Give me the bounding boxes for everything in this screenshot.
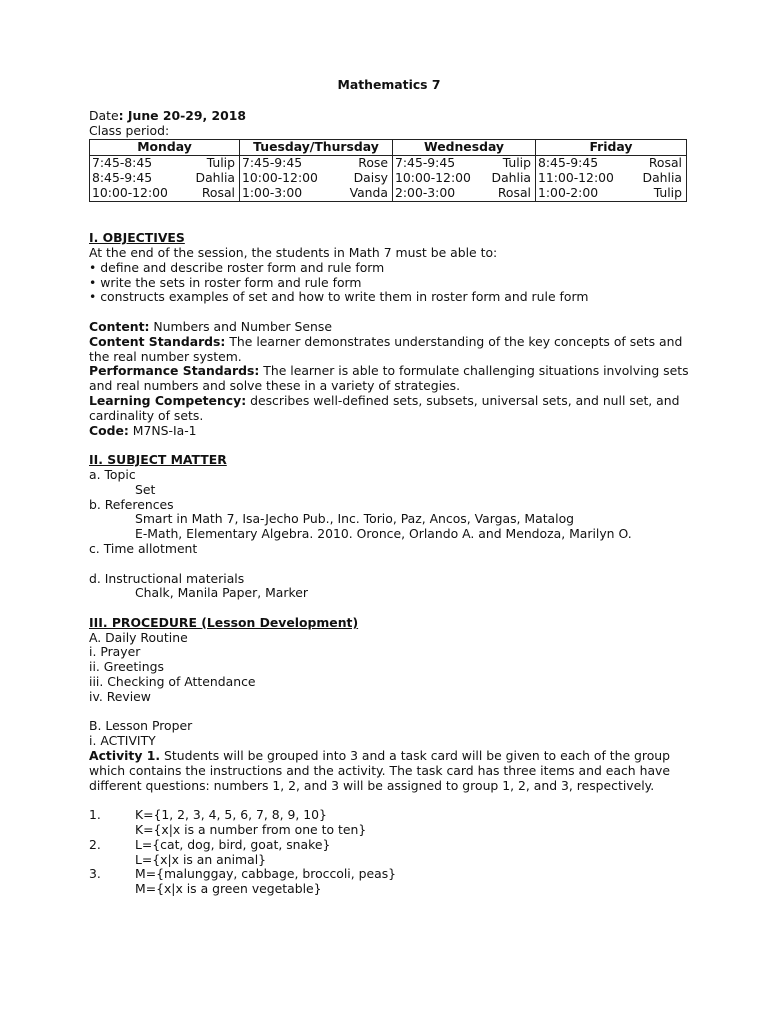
content-standards-label: Content Standards: <box>89 333 226 349</box>
slot-time: 8:45-9:45 <box>92 169 153 185</box>
performance-standards-value: The learner is able to formulate challenging situations involving sets and real numbers and solve these in a variety of strategies. <box>89 363 689 394</box>
slot-time: 7:45-9:45 <box>242 155 303 171</box>
content-value: Numbers and Number Sense <box>149 318 332 334</box>
learning-competency-label: Learning Competency: <box>89 392 247 408</box>
code-label: Code: <box>89 422 129 438</box>
schedule-cell <box>393 156 536 201</box>
activity-label: Activity 1. <box>89 748 161 764</box>
slot-section: Rosal <box>201 184 235 200</box>
slot-section: Tulip <box>653 184 682 200</box>
materials-label: d. Instructional materials <box>89 570 245 586</box>
routine-item: i. Prayer <box>89 644 141 660</box>
spacer <box>89 216 689 231</box>
schedule-body-row <box>90 156 687 201</box>
schedule-header: Friday <box>536 140 687 156</box>
date-line <box>89 109 689 124</box>
slot-time: 1:00-2:00 <box>538 184 599 200</box>
example-number: 2. <box>89 836 101 852</box>
topic-value: Set <box>135 481 156 497</box>
objectives-intro: At the end of the session, the students in Math 7 must be able to: <box>89 244 498 260</box>
lesson-plan <box>89 78 689 897</box>
example-roster: K={1, 2, 3, 4, 5, 6, 7, 8, 9, 10} <box>135 807 327 823</box>
example-item <box>89 867 689 897</box>
example-roster: L={cat, dog, bird, goat, snake} <box>135 836 331 852</box>
slot-section: Vanda <box>349 184 388 200</box>
slot-time: 7:45-8:45 <box>92 155 153 171</box>
slot-time: 2:00-3:00 <box>395 184 456 200</box>
performance-standards <box>89 364 689 394</box>
example-item <box>89 808 689 838</box>
reference-item: Smart in Math 7, Isa-Jecho Pub., Inc. Torio, Paz, Ancos, Vargas, Matalog <box>135 511 575 527</box>
topic-label: a. Topic <box>89 466 136 482</box>
schedule-header: Tuesday/Thursday <box>240 140 393 156</box>
example-number: 1. <box>89 807 101 823</box>
objectives-heading: I. OBJECTIVES <box>89 230 185 246</box>
content-line <box>89 320 689 335</box>
slot-section: Dahlia <box>491 169 531 185</box>
procedure-heading: III. PROCEDURE (Lesson Development) <box>89 614 359 630</box>
class-period-label: Class period: <box>89 122 170 138</box>
schedule-cell <box>90 156 240 201</box>
slot-section: Dahlia <box>195 169 235 185</box>
schedule-header: Wednesday <box>393 140 536 156</box>
references-label: b. References <box>89 496 174 512</box>
code-line <box>89 424 689 439</box>
schedule-header-row <box>90 140 687 156</box>
objective-bullet: • define and describe roster form and rule form <box>89 259 385 275</box>
learning-competency-value: describes well-defined sets, subsets, universal sets, and null set, and cardinality of sets. <box>89 392 680 423</box>
spacer <box>89 438 689 453</box>
objective-bullet: • constructs examples of set and how to write them in roster form and rule form <box>89 289 589 305</box>
slot-time: 1:00-3:00 <box>242 184 303 200</box>
example-rule: L={x|x is an animal} <box>135 851 267 867</box>
activity-paragraph <box>89 749 689 793</box>
slot-row-3 <box>395 186 533 201</box>
code-value: M7NS-Ia-1 <box>128 422 197 438</box>
content-standards-value: The learner demonstrates understanding of the key concepts of sets and the real number system. <box>89 333 683 364</box>
spacer <box>89 202 689 217</box>
spacer <box>89 305 689 320</box>
content-label: Content: <box>89 318 150 334</box>
slot-section: Rose <box>358 155 388 171</box>
slot-section: Tulip <box>206 155 235 171</box>
example-roster-line <box>89 808 689 823</box>
slot-time: 10:00-12:00 <box>242 169 318 185</box>
example-rule: K={x|x is a number from one to ten} <box>135 822 367 838</box>
daily-routine-label: A. Daily Routine <box>89 629 188 645</box>
slot-row-1 <box>242 156 390 171</box>
example-number: 3. <box>89 866 101 882</box>
slot-section: Tulip <box>502 155 531 171</box>
spacer <box>89 705 689 720</box>
slot-row-3 <box>242 186 390 201</box>
routine-item: iii. Checking of Attendance <box>89 674 256 690</box>
lesson-proper-label: B. Lesson Proper <box>89 718 193 734</box>
schedule-cell <box>536 156 687 201</box>
example-rule: M={x|x is a green vegetable} <box>135 881 322 897</box>
slot-row-2 <box>92 171 237 186</box>
slot-row-2 <box>242 171 390 186</box>
slot-section: Rosal <box>497 184 531 200</box>
document-title: Mathematics 7 <box>337 77 441 92</box>
routine-item: ii. Greetings <box>89 659 164 675</box>
slot-section: Daisy <box>353 169 388 185</box>
subject-matter-heading: II. SUBJECT MATTER <box>89 452 227 468</box>
slot-time: 10:00-12:00 <box>395 169 471 185</box>
slot-row-1 <box>395 156 533 171</box>
slot-time: 7:45-9:45 <box>395 155 456 171</box>
schedule-cell <box>240 156 393 201</box>
schedule-header: Monday <box>90 140 240 156</box>
date-value: : June 20-29, 2018 <box>118 107 246 123</box>
activity-heading: i. ACTIVITY <box>89 733 156 749</box>
content-standards <box>89 335 689 365</box>
slot-row-2 <box>538 171 684 186</box>
reference-item: E-Math, Elementary Algebra. 2010. Oronce, Orlando A. and Mendoza, Marilyn O. <box>135 526 632 542</box>
slot-row-2 <box>395 171 533 186</box>
activity-text: Students will be grouped into 3 and a task card will be given to each of the group which contains the instructions and the activity. The task card has three items and each have different questions: numbers 1, 2, and 3 will be assigned to group 1, 2, and 3, respectively. <box>89 748 671 793</box>
slot-time: 8:45-9:45 <box>538 155 599 171</box>
performance-standards-label: Performance Standards: <box>89 363 260 379</box>
slot-time: 10:00-12:00 <box>92 184 168 200</box>
routine-item: iv. Review <box>89 688 151 704</box>
slot-section: Rosal <box>648 155 682 171</box>
example-item <box>89 838 689 868</box>
materials-value: Chalk, Manila Paper, Marker <box>135 585 308 601</box>
example-roster: M={malunggay, cabbage, broccoli, peas} <box>135 866 397 882</box>
learning-competency <box>89 394 689 424</box>
time-allotment-label: c. Time allotment <box>89 540 198 556</box>
schedule-table <box>89 139 687 201</box>
slot-section: Dahlia <box>642 169 682 185</box>
spacer <box>89 601 689 616</box>
slot-row-1 <box>538 156 684 171</box>
example-roster-line <box>89 838 689 853</box>
slot-row-3 <box>92 186 237 201</box>
spacer <box>89 557 689 572</box>
example-roster-line <box>89 867 689 882</box>
objective-bullet: • write the sets in roster form and rule form <box>89 274 362 290</box>
date-label: Date <box>89 107 119 123</box>
slot-time: 11:00-12:00 <box>538 169 614 185</box>
slot-row-1 <box>92 156 237 171</box>
spacer <box>89 793 689 808</box>
slot-row-3 <box>538 186 684 201</box>
